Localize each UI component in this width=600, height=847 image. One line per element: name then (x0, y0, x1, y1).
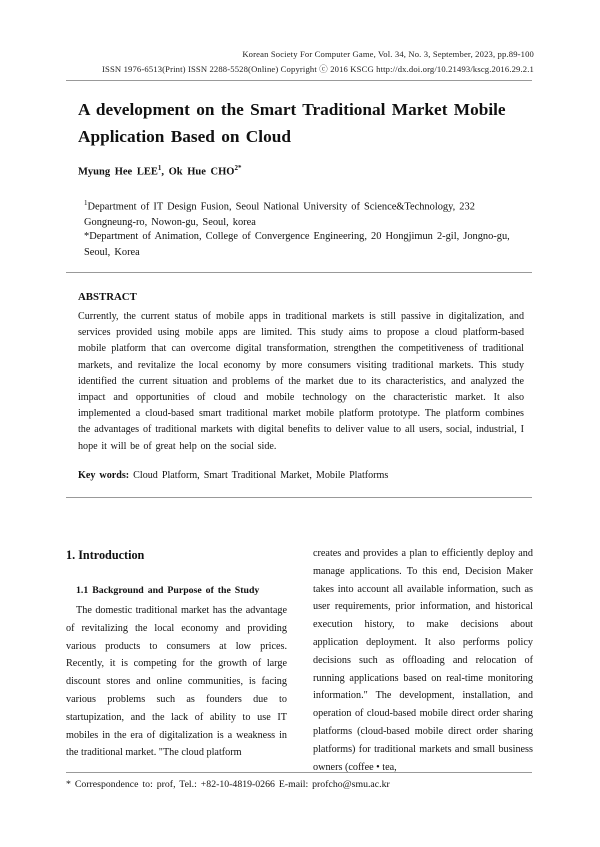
affiliation-line: Gongneung-ro, Nowon-gu, Seoul, korea (84, 217, 256, 229)
correspondence-footnote: * Correspondence to: prof, Tel.: +82-10-4819-0266 E-mail: profcho@smu.ac.kr (66, 779, 390, 790)
body-column-right (313, 545, 533, 776)
section-heading: 1. Introduction (66, 548, 145, 562)
abstract-text: Currently, the current status of mobile apps in traditional markets is still passive in digitalization, and services provided using mobile apps are limited. This study aims to propose a cloud platform-based mobile platform that can overcome digital transformation, strengthen the competitiveness of traditional markets, and revitalize the local economy by more consumers visiting traditional markets. This study identified the current situation and problems of the market due to its characteristics, and analyzed the impact and opportunities of cloud and mobile technology on the characteristic market. It also implemented a cloud-based smart traditional market mobile platform prototype. The platform combines the advantages of traditional markets with digital benefits to deliver value to all users, social, industrial, I hope it will be of great help on the social side. (78, 311, 524, 452)
body-column-left (66, 602, 287, 762)
issn-doi-line: ISSN 1976-6513(Print) ISSN 2288-5528(Online) Copyright ⓒ 2016 KSCG http://dx.doi.org/10.21493/kscg.2016.29.2.1 (102, 64, 534, 74)
author-affiliation-mark: 1 (157, 164, 162, 172)
affiliation-mark: 1 (84, 199, 88, 207)
keywords-value: Cloud Platform, Smart Traditional Market, Mobile Platforms (133, 470, 389, 481)
subsection-heading: 1.1 Background and Purpose of the Study (76, 585, 260, 596)
affiliation-line: *Department of Animation, College of Convergence Engineering, 20 Hongjimun 2-gil, Jongno-gu, (84, 231, 510, 242)
keywords (78, 470, 388, 481)
affiliation-line: Seoul, Korea (84, 247, 140, 258)
author-separator: , (161, 166, 164, 178)
author-name: Myung Hee LEE (78, 166, 158, 178)
abstract-bottom-rule (66, 497, 532, 498)
footnote-rule (66, 772, 532, 773)
author-name: Ok Hue CHO (168, 166, 235, 178)
header-rule (66, 80, 532, 81)
abstract-top-rule (66, 272, 532, 273)
author-list (78, 164, 241, 178)
paper-title: A development on the Smart Traditional Market Mobile Application Based on Cloud (78, 100, 506, 146)
affiliation-1 (84, 195, 524, 231)
abstract-heading: ABSTRACT (78, 291, 137, 303)
body-paragraph: The domestic traditional market has the advantage of revitalizing the local economy and providing various products to consumers at low prices. Recently, it is competing for the growth of large discount stores and online communities, is facing various problems such as founders due to startupization, and the lack of ability to use IT mobiles in the era of digitalization is a weakness in the traditional market. "The cloud platform (66, 605, 287, 759)
journal-citation-line: Korean Society For Computer Game, Vol. 34, No. 3, September, 2023, pp.89-100 (242, 49, 534, 59)
keywords-label: Key words: (78, 470, 130, 481)
author-affiliation-mark: 2* (234, 164, 242, 172)
affiliation-2 (84, 229, 524, 261)
body-paragraph: creates and provides a plan to efficiently deploy and manage applications. To this end, Decision Maker takes into account all available information, such as user requirements, prior information, and historical execution history, to make decisions about application deployment. It also performs policy decisions such as offloading and relocation of running applications based on real-time monitoring information." The development, installation, and operation of cloud-based mobile direct order sharing platforms (cloud-based mobile direct order sharing platforms) for traditional markets and small business owners (coffee • tea, (313, 548, 533, 773)
affiliation-line: $^1$Department of IT Design Fusion, Seoul National University of Science&Technology, 232 (84, 199, 475, 213)
